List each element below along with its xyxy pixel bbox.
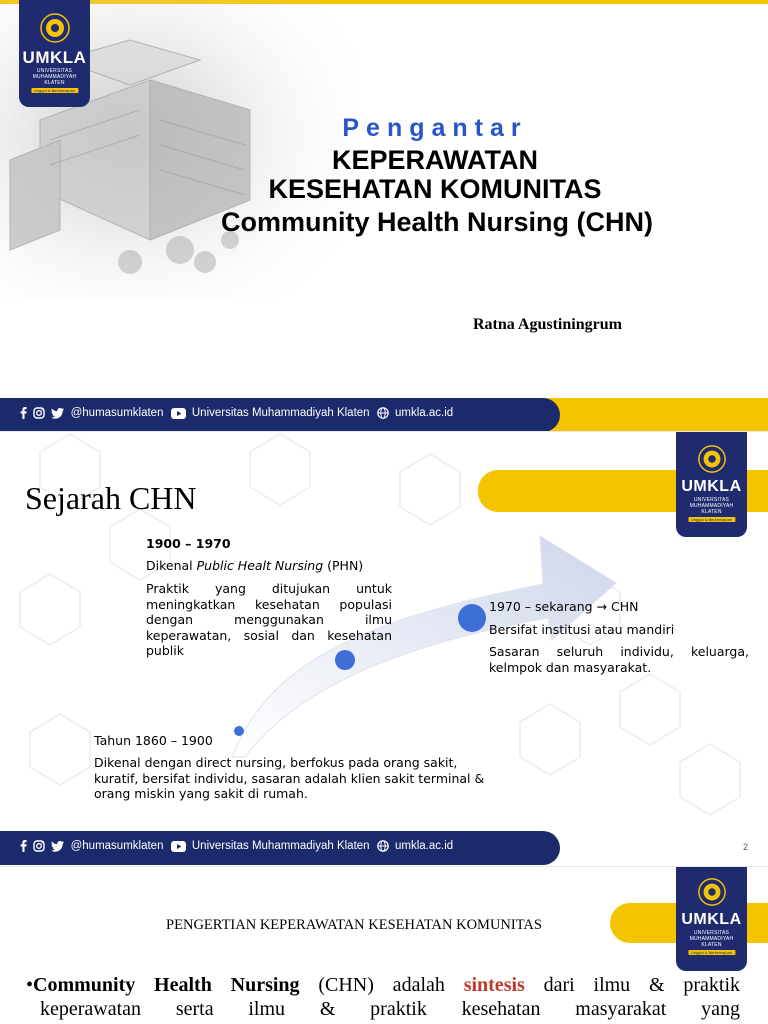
- phase-3-line-3: kelmpok dan masyarakat.: [489, 659, 652, 675]
- logo-name: UMKLA: [22, 48, 87, 67]
- logo-sub-3: KLATEN: [701, 942, 722, 948]
- youtube-icon: [171, 408, 186, 419]
- phase-2-known-italic: Public Healt Nursing: [196, 558, 324, 573]
- phase-1-description: [94, 755, 504, 802]
- phase-2-line-5: publik: [146, 643, 184, 658]
- logo-name: UMKLA: [681, 478, 742, 495]
- globe-icon: [377, 407, 389, 419]
- logo-sub-2: MUHAMMADIYAH: [689, 503, 734, 509]
- author-name: Ratna Agustiningrum: [473, 316, 622, 333]
- title-kesehatan-komunitas: KESEHATAN KOMUNITAS: [268, 174, 602, 204]
- logo-sub-2: MUHAMMADIYAH: [689, 936, 734, 942]
- logo-sub-2: MUHAMMADIYAH: [32, 74, 77, 80]
- phase-2-period: 1900 – 1970: [146, 536, 231, 551]
- bullet-bold-term: Community Health Nursing: [33, 974, 300, 996]
- phase-2-line-2: meningkatkan kesehatan populasi: [146, 596, 392, 612]
- phase-3-line-2: Sasaran seluruh individu, keluarga,: [489, 644, 749, 659]
- title-chn: Community Health Nursing (CHN): [221, 207, 653, 237]
- footer-handle: @humasumklaten: [70, 407, 164, 419]
- title-pengantar: Pengantar: [342, 114, 528, 142]
- instagram-icon: [33, 407, 45, 419]
- bullet-paragraph: [26, 973, 740, 1021]
- bullet-text-1: (CHN) adalah: [299, 974, 464, 996]
- logo-sub-1: UNIVERSITAS: [693, 930, 730, 936]
- title-keperawatan: KEPERAWATAN: [331, 145, 538, 175]
- timeline-dot-1: [234, 726, 244, 736]
- footer-youtube: Universitas Muhammadiyah Klaten: [191, 407, 370, 419]
- footer-handle: @humasumklaten: [70, 840, 164, 852]
- bullet-highlight: sintesis: [463, 974, 525, 996]
- page-number: 2: [742, 842, 748, 852]
- footer-youtube: Universitas Muhammadiyah Klaten: [191, 840, 370, 852]
- footer-website: umkla.ac.id: [394, 407, 454, 419]
- bullet-line-2: keperawatan serta ilmu & praktik kesehatan masyarakat yang: [40, 998, 740, 1020]
- logo-tagline: Unggul & Berkemajuan: [688, 517, 735, 522]
- logo-tagline: Unggul & Berkemajuan: [688, 950, 735, 955]
- footer-content: [20, 407, 453, 419]
- phase-2-line-4: keperawatan, sosial dan kesehatan: [146, 627, 392, 643]
- phase-2-known-prefix: Dikenal: [146, 558, 197, 573]
- slide-2-footer: [0, 831, 768, 865]
- logo-sub-1: UNIVERSITAS: [36, 68, 73, 74]
- umkla-emblem-icon: [39, 12, 71, 44]
- logo-tagline: Unggul & Berkemajuan: [31, 88, 78, 93]
- slide-3: [0, 867, 768, 1024]
- phase-2-known-suffix: (PHN): [323, 558, 364, 573]
- umkla-emblem-icon: [697, 877, 727, 907]
- bullet-line-1: [26, 973, 740, 997]
- globe-icon: [377, 840, 389, 852]
- phase-2-known: [146, 558, 363, 574]
- logo-sub-3: KLATEN: [701, 509, 722, 515]
- slide-1: [0, 0, 768, 432]
- bullet-marker: •: [26, 974, 34, 996]
- footer-content: [20, 840, 453, 852]
- slide-2: [0, 432, 768, 867]
- phase-2-line-3: dengan menggunakan ilmu: [146, 612, 392, 627]
- facebook-icon: [20, 407, 27, 419]
- phase-1-period: Tahun 1860 – 1900: [94, 733, 213, 748]
- twitter-icon: [51, 408, 64, 419]
- instagram-icon: [33, 840, 45, 852]
- logo-name: UMKLA: [681, 911, 742, 928]
- logo-sub-3: KLATEN: [44, 80, 65, 86]
- phase-3-description: [489, 644, 749, 675]
- youtube-icon: [171, 841, 186, 852]
- bullet-text-2: dari ilmu & praktik: [524, 974, 740, 996]
- footer-website: umkla.ac.id: [394, 840, 454, 852]
- phase-1-line-3: orang miskin yang sakit di rumah.: [94, 786, 308, 801]
- phase-1-line-2: kuratif, bersifat individu, sasaran adalah klien sakit terminal &: [94, 770, 485, 786]
- phase-3-period: 1970 – sekarang → CHN: [489, 599, 639, 614]
- phase-1-line-1: Dikenal dengan direct nursing, berfokus pada orang sakit,: [94, 755, 458, 770]
- phase-2-description: [146, 581, 392, 659]
- phase-3-line-1: Bersifat institusi atau mandiri: [489, 622, 675, 637]
- logo-sub-1: UNIVERSITAS: [693, 497, 730, 503]
- twitter-icon: [51, 841, 64, 852]
- slide-2-title: Sejarah CHN: [25, 480, 197, 516]
- timeline-dot-3: [458, 604, 486, 632]
- facebook-icon: [20, 840, 27, 852]
- phase-2-line-1: Praktik yang ditujukan untuk: [146, 581, 392, 596]
- umkla-logo: [19, 0, 90, 107]
- slide-3-title: PENGERTIAN KEPERAWATAN KESEHATAN KOMUNITAS: [166, 917, 542, 933]
- slide-1-footer: [0, 398, 768, 432]
